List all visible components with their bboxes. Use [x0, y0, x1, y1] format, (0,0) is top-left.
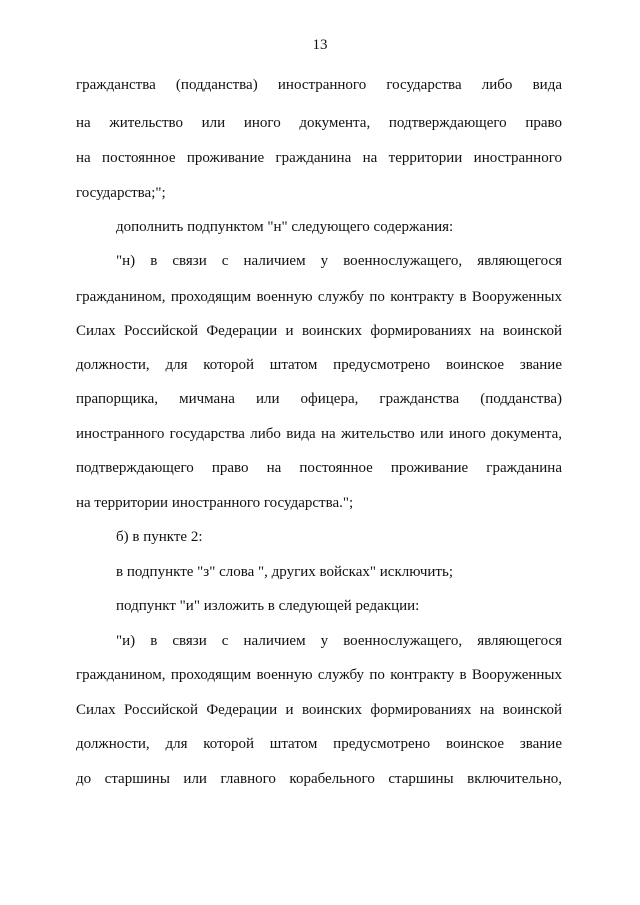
text-line: прапорщика, мичмана или офицера, гражданства (подданства) — [76, 391, 562, 407]
text-line: б) в пункте 2: — [116, 529, 203, 545]
text-line: гражданином, проходящим военную службу по контракту в Вооруженных — [76, 289, 562, 305]
page-number: 13 — [312, 37, 328, 53]
text-line: гражданином, проходящим военную службу по контракту в Вооруженных — [76, 667, 562, 683]
text-line: должности, для которой штатом предусмотрено воинское звание — [76, 736, 562, 752]
text-line: Силах Российской Федерации и воинских формированиях на воинской — [76, 323, 562, 339]
text-line: в подпункте "з" слова ", других войсках" исключить; — [116, 564, 453, 580]
text-line: государства;"; — [76, 185, 166, 201]
text-line: дополнить подпунктом "н" следующего содержания: — [116, 219, 454, 235]
text-line: должности, для которой штатом предусмотрено воинское звание — [76, 357, 562, 373]
text-line: до старшины или главного корабельного старшины включительно, — [76, 771, 562, 787]
text-line: иностранного государства либо вида на жительство или иного документа, — [76, 426, 562, 442]
text-line: на территории иностранного государства."; — [76, 495, 354, 511]
text-line: на постоянное проживание гражданина на территории иностранного — [76, 150, 562, 166]
text-line: подтверждающего право на постоянное проживание гражданина — [76, 460, 562, 476]
text-line: "н) в связи с наличием у военнослужащего, являющегося — [116, 253, 562, 269]
text-line: "и) в связи с наличием у военнослужащего, являющегося — [116, 633, 562, 649]
text-line: Силах Российской Федерации и воинских формированиях на воинской — [76, 702, 562, 718]
text-line: гражданства (подданства) иностранного государства либо вида — [76, 77, 562, 93]
text-line: подпункт "и" изложить в следующей редакции: — [116, 598, 420, 614]
text-line: на жительство или иного документа, подтверждающего право — [76, 115, 562, 131]
